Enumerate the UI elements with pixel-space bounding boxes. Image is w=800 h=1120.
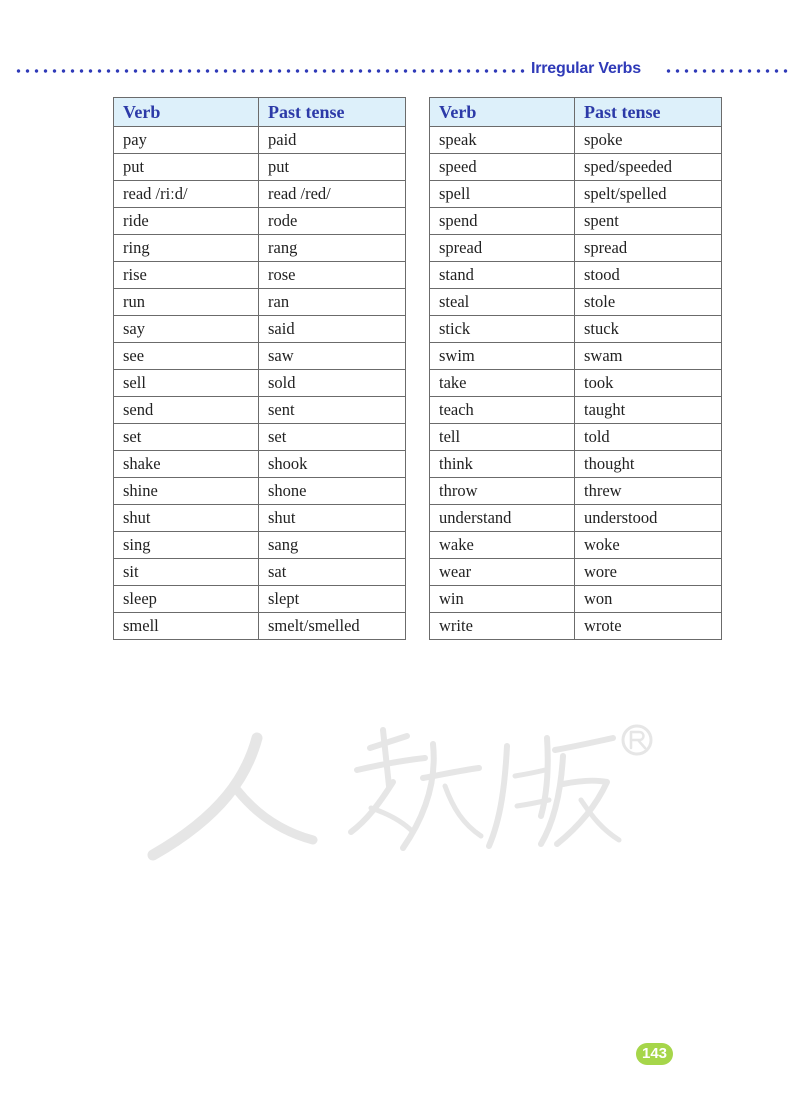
past-tense-cell: smelt/smelled <box>259 613 406 640</box>
past-tense-cell: rang <box>259 235 406 262</box>
section-title: Irregular Verbs <box>531 60 641 77</box>
past-tense-cell: paid <box>259 127 406 154</box>
verb-cell: see <box>114 343 259 370</box>
table-row <box>114 397 406 424</box>
past-tense-cell: slept <box>259 586 406 613</box>
past-tense-cell: woke <box>575 532 722 559</box>
table-row <box>430 370 722 397</box>
column-header-verb: Verb <box>430 98 575 127</box>
past-tense-cell: stuck <box>575 316 722 343</box>
verb-cell: steal <box>430 289 575 316</box>
past-tense-cell: wore <box>575 559 722 586</box>
verb-cell: spend <box>430 208 575 235</box>
verb-cell: put <box>114 154 259 181</box>
table-row <box>114 559 406 586</box>
header-dotted-rule-left <box>14 68 526 74</box>
table-row <box>114 424 406 451</box>
header-dotted-rule-right <box>664 68 788 74</box>
verb-cell: ride <box>114 208 259 235</box>
table-row <box>114 154 406 181</box>
table-row <box>430 127 722 154</box>
table-row <box>430 154 722 181</box>
past-tense-cell: swam <box>575 343 722 370</box>
table-row <box>114 478 406 505</box>
table-row <box>430 262 722 289</box>
verb-cell: sell <box>114 370 259 397</box>
table-row <box>430 532 722 559</box>
table-row <box>430 235 722 262</box>
table-row <box>114 235 406 262</box>
past-tense-cell: sold <box>259 370 406 397</box>
table-row <box>114 586 406 613</box>
past-tense-cell: shook <box>259 451 406 478</box>
verb-cell: think <box>430 451 575 478</box>
past-tense-cell: thought <box>575 451 722 478</box>
verb-table-right <box>429 97 722 640</box>
verb-cell: shake <box>114 451 259 478</box>
verb-cell: tell <box>430 424 575 451</box>
table-row <box>430 559 722 586</box>
past-tense-cell: put <box>259 154 406 181</box>
past-tense-cell: won <box>575 586 722 613</box>
table-row <box>430 397 722 424</box>
past-tense-cell: understood <box>575 505 722 532</box>
table-row <box>430 289 722 316</box>
table-row <box>430 505 722 532</box>
verb-cell: take <box>430 370 575 397</box>
past-tense-cell: shone <box>259 478 406 505</box>
table-row <box>114 127 406 154</box>
table-row <box>430 586 722 613</box>
verb-cell: swim <box>430 343 575 370</box>
verb-cell: speed <box>430 154 575 181</box>
verb-cell: smell <box>114 613 259 640</box>
past-tense-cell: sang <box>259 532 406 559</box>
table-row <box>430 424 722 451</box>
column-header-past-tense: Past tense <box>575 98 722 127</box>
verb-cell: sleep <box>114 586 259 613</box>
page-number-badge: 143 <box>636 1043 673 1065</box>
verb-cell: rise <box>114 262 259 289</box>
table-row <box>114 370 406 397</box>
verb-cell: stand <box>430 262 575 289</box>
past-tense-cell: threw <box>575 478 722 505</box>
past-tense-cell: spent <box>575 208 722 235</box>
verb-cell: understand <box>430 505 575 532</box>
past-tense-cell: spoke <box>575 127 722 154</box>
table-header-row <box>114 98 406 127</box>
verb-cell: sing <box>114 532 259 559</box>
past-tense-cell: spread <box>575 235 722 262</box>
past-tense-cell: ran <box>259 289 406 316</box>
past-tense-cell: sat <box>259 559 406 586</box>
past-tense-cell: stood <box>575 262 722 289</box>
verb-cell: win <box>430 586 575 613</box>
verb-cell: spread <box>430 235 575 262</box>
verb-cell: set <box>114 424 259 451</box>
table-header-row <box>430 98 722 127</box>
table-row <box>114 289 406 316</box>
table-row <box>114 613 406 640</box>
past-tense-cell: set <box>259 424 406 451</box>
verb-cell: ring <box>114 235 259 262</box>
past-tense-cell: sent <box>259 397 406 424</box>
column-header-verb: Verb <box>114 98 259 127</box>
table-row <box>114 181 406 208</box>
past-tense-cell: stole <box>575 289 722 316</box>
table-row <box>114 316 406 343</box>
verb-cell: speak <box>430 127 575 154</box>
table-row <box>430 181 722 208</box>
past-tense-cell: taught <box>575 397 722 424</box>
past-tense-cell: spelt/spelled <box>575 181 722 208</box>
table-row <box>430 343 722 370</box>
table-row <box>114 505 406 532</box>
verb-cell: sit <box>114 559 259 586</box>
past-tense-cell: saw <box>259 343 406 370</box>
table-row <box>114 451 406 478</box>
verb-cell: say <box>114 316 259 343</box>
table-row <box>430 316 722 343</box>
table-row <box>430 478 722 505</box>
verb-cell: read /riːd/ <box>114 181 259 208</box>
verb-table-left <box>113 97 406 640</box>
past-tense-cell: rose <box>259 262 406 289</box>
past-tense-cell: rode <box>259 208 406 235</box>
table-row <box>114 343 406 370</box>
past-tense-cell: read /red/ <box>259 181 406 208</box>
verb-cell: run <box>114 289 259 316</box>
verb-cell: send <box>114 397 259 424</box>
table-row <box>430 451 722 478</box>
verb-cell: shut <box>114 505 259 532</box>
verb-cell: pay <box>114 127 259 154</box>
past-tense-cell: sped/speeded <box>575 154 722 181</box>
verb-cell: spell <box>430 181 575 208</box>
publisher-logo-watermark <box>145 720 665 870</box>
past-tense-cell: took <box>575 370 722 397</box>
table-row <box>114 262 406 289</box>
table-row <box>430 613 722 640</box>
verb-cell: write <box>430 613 575 640</box>
verb-cell: wake <box>430 532 575 559</box>
column-header-past-tense: Past tense <box>259 98 406 127</box>
past-tense-cell: told <box>575 424 722 451</box>
past-tense-cell: wrote <box>575 613 722 640</box>
table-row <box>114 208 406 235</box>
verb-cell: throw <box>430 478 575 505</box>
verb-cell: wear <box>430 559 575 586</box>
table-row <box>430 208 722 235</box>
table-row <box>114 532 406 559</box>
verb-cell: teach <box>430 397 575 424</box>
past-tense-cell: shut <box>259 505 406 532</box>
past-tense-cell: said <box>259 316 406 343</box>
verb-cell: stick <box>430 316 575 343</box>
verb-cell: shine <box>114 478 259 505</box>
